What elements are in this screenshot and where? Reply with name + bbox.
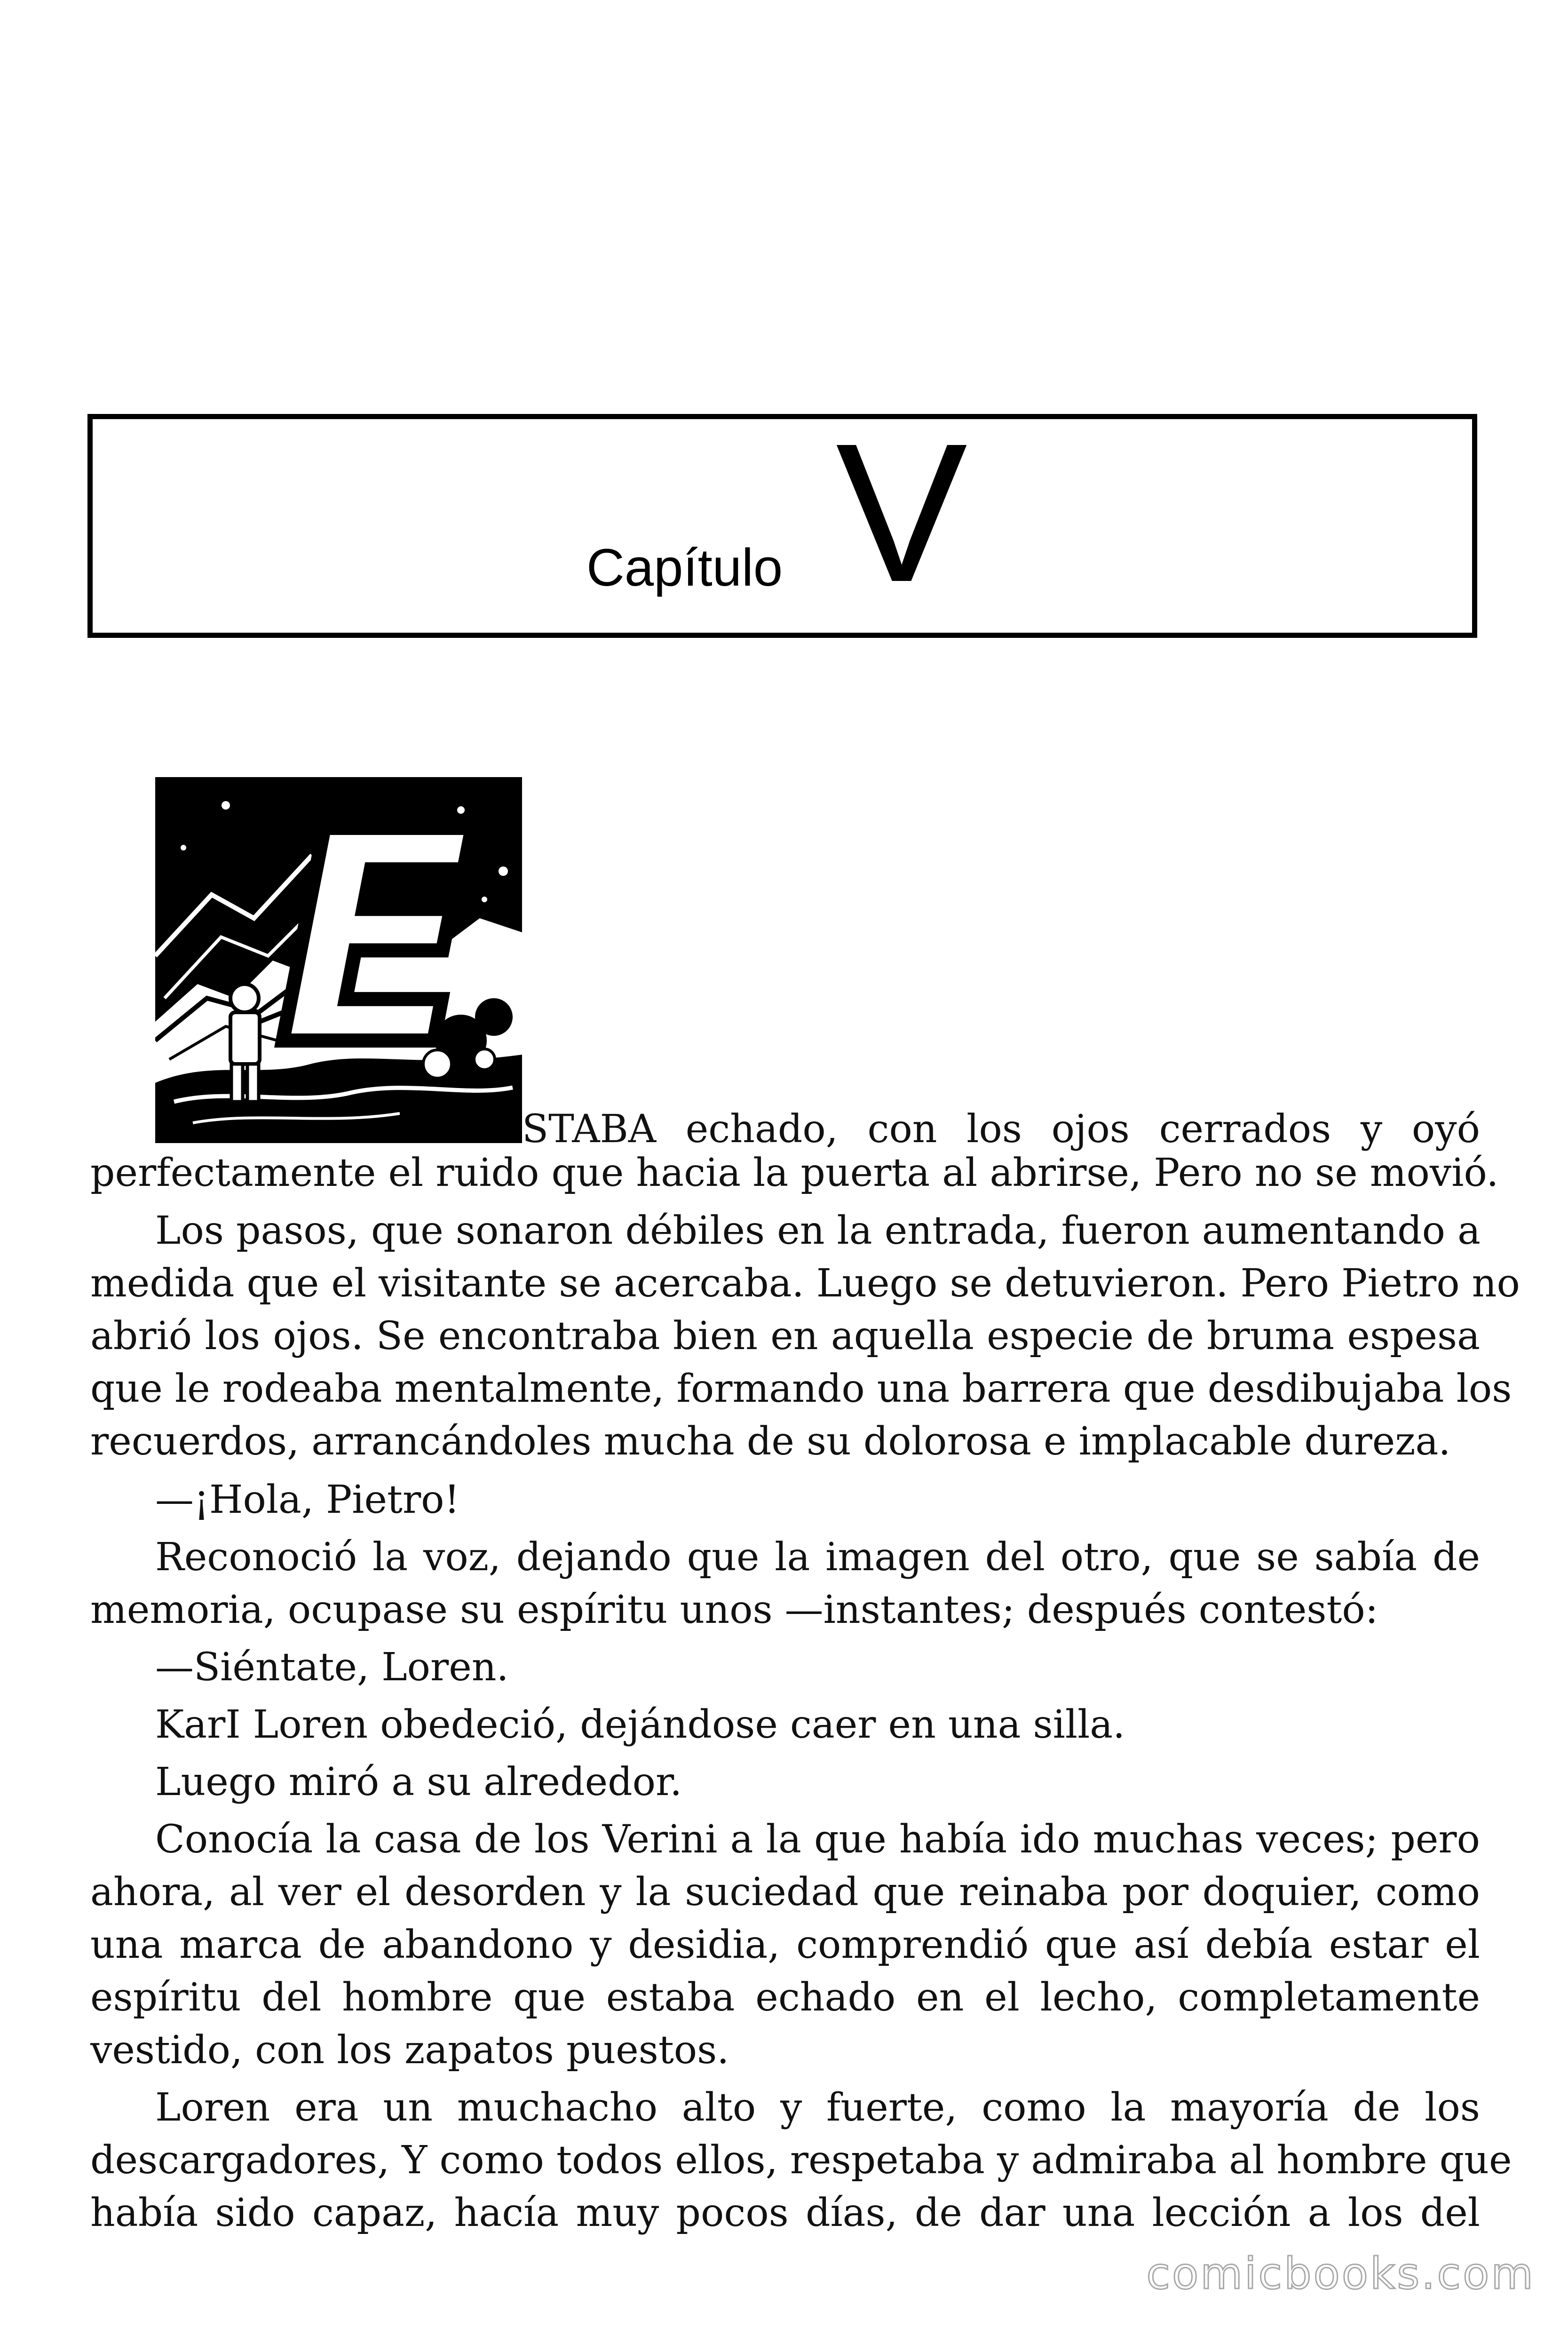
text-line: memoria, ocupase su espíritu unos —instantes; después contestó: xyxy=(90,1588,1378,1632)
text-line: Reconoció la voz, dejando que la imagen del otro, que se sabía de xyxy=(155,1535,1480,1580)
text-line: descargadores, Y como todos ellos, respetaba y admiraba al hombre que xyxy=(90,2138,1512,2183)
drop-cap-illustration xyxy=(155,777,522,1143)
text-line: Conocía la casa de los Verini a la que había ido muchas veces; pero xyxy=(155,1817,1480,1862)
text-line: —Siéntate, Loren. xyxy=(155,1645,509,1690)
text-line: una marca de abandono y desidia, comprendió que así debía estar el xyxy=(90,1923,1480,1967)
watermark: comicbooks.com xyxy=(1146,2249,1535,2299)
text-line: Luego miró a su alrededor. xyxy=(155,1760,682,1804)
text-line: medida que el visitante se acercaba. Luego se detuvieron. Pero Pietro no xyxy=(90,1261,1520,1306)
text-line: Los pasos, que sonaron débiles en la entrada, fueron aumentando a xyxy=(155,1208,1481,1253)
text-line: —¡Hola, Pietro! xyxy=(155,1478,460,1522)
text-line: abrió los ojos. Se encontraba bien en aquella especie de bruma espesa xyxy=(90,1314,1480,1359)
chapter-label: Capítulo xyxy=(586,538,783,597)
text-line: que le rodeaba mentalmente, formando una barrera que desdibujaba los xyxy=(90,1367,1512,1411)
text-line: vestido, con los zapatos puestos. xyxy=(90,2028,729,2073)
text-line: ahora, al ver el desorden y la suciedad que reinaba por doquier, como xyxy=(90,1870,1480,1915)
text-line: STABA echado, con los ojos cerrados y oyó xyxy=(522,1107,1480,1152)
text-line: KarI Loren obedeció, dejándose caer en una silla. xyxy=(155,1702,1125,1747)
text-line: Loren era un muchacho alto y fuerte, como la mayoría de los xyxy=(155,2085,1480,2130)
text-line: recuerdos, arrancándoles mucha de su dolorosa e implacable dureza. xyxy=(90,1419,1451,1464)
text-line: espíritu del hombre que estaba echado en el lecho, completamente xyxy=(90,1975,1480,2020)
chapter-numeral: V xyxy=(836,403,968,623)
text-line: perfectamente el ruido que hacia la puerta al abrirse, Pero no se movió. xyxy=(90,1151,1499,1195)
text-line: había sido capaz, hacía muy pocos días, de dar una lección a los del xyxy=(90,2191,1480,2235)
drop-cap-letter: E xyxy=(277,777,476,1110)
chapter-heading-box xyxy=(87,403,1477,638)
